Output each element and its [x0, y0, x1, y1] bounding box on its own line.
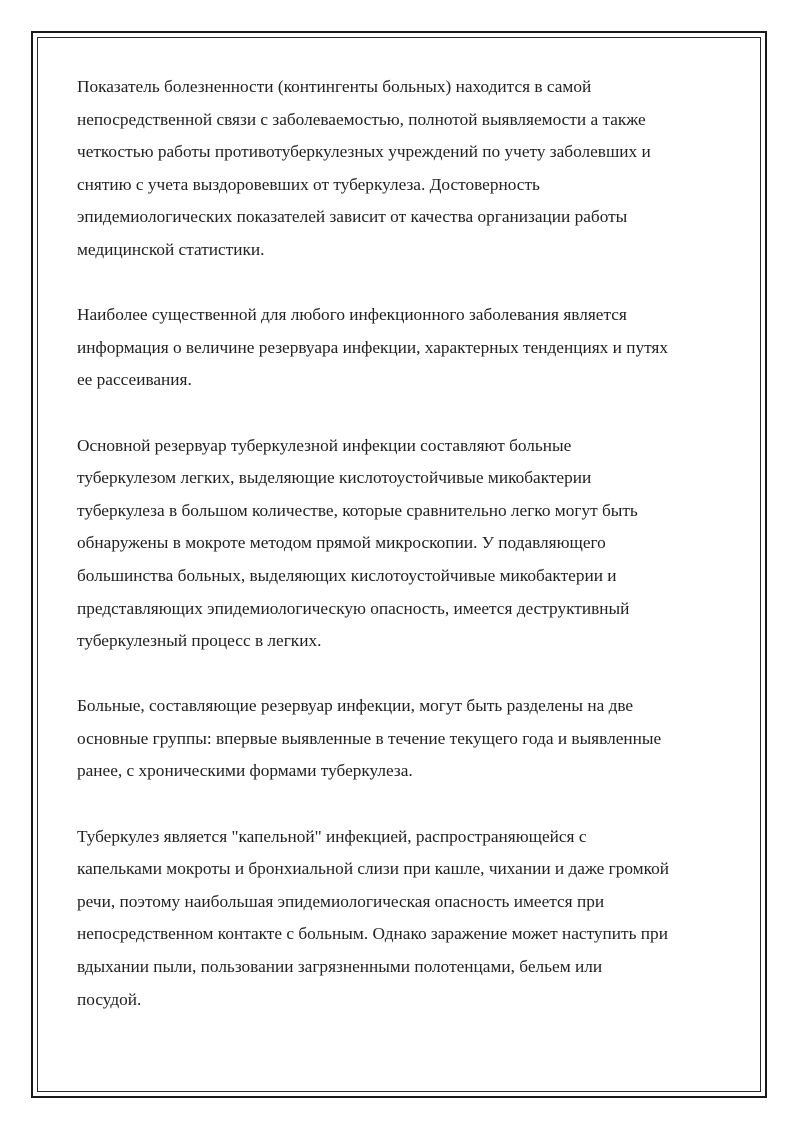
text-line: непосредственной связи с заболеваемостью, полнотой выявляемости а также — [77, 109, 646, 129]
text-line: ее рассеивания. — [77, 370, 192, 390]
text-line: капельками мокроты и бронхиальной слизи при кашле, чихании и даже громкой — [77, 859, 670, 879]
paragraph-morbidity — [77, 71, 737, 267]
text-line: Основной резервуар туберкулезной инфекции составляют больные — [77, 435, 572, 455]
paragraph-reservoir-info — [77, 299, 737, 397]
text-line: Туберкулез является "капельной" инфекцией, распространяющейся с — [77, 826, 587, 846]
paragraph-transmission — [77, 821, 737, 1017]
paragraph-main-reservoir — [77, 430, 737, 658]
text-line: представляющих эпидемиологическую опасность, имеется деструктивный — [77, 598, 630, 618]
paragraph-patient-groups — [77, 690, 737, 788]
document-body — [77, 71, 737, 1049]
text-line: четкостью работы противотуберкулезных учреждений по учету заболевших и — [77, 142, 651, 162]
text-line: ранее, с хроническими формами туберкулеза. — [77, 761, 413, 781]
text-line: туберкулеза в большом количестве, которые сравнительно легко могут быть — [77, 500, 638, 520]
text-line: большинства больных, выделяющих кислотоустойчивые микобактерии и — [77, 565, 617, 585]
text-line: Показатель болезненности (контингенты больных) находится в самой — [77, 77, 592, 96]
page-border — [31, 31, 767, 1098]
text-line: непосредственном контакте с больным. Однако заражение может наступить при — [77, 924, 668, 944]
text-line: основные группы: впервые выявленные в течение текущего года и выявленные — [77, 728, 662, 748]
text-line: информация о величине резервуара инфекции, характерных тенденциях и путях — [77, 337, 668, 357]
text-line: снятию с учета выздоровевших от туберкулеза. Достоверность — [77, 174, 540, 194]
text-line: медицинской статистики. — [77, 239, 265, 259]
text-line: обнаружены в мокроте методом прямой микроскопии. У подавляющего — [77, 533, 606, 553]
text-line: туберкулезный процесс в легких. — [77, 631, 322, 651]
text-line: туберкулезом легких, выделяющие кислотоустойчивые микобактерии — [77, 468, 592, 488]
text-line: посудой. — [77, 989, 142, 1009]
text-line: вдыхании пыли, пользовании загрязненными полотенцами, бельем или — [77, 957, 603, 977]
text-line: эпидемиологических показателей зависит от качества организации работы — [77, 207, 628, 227]
text-line: Больные, составляющие резервуар инфекции, могут быть разделены на две — [77, 696, 634, 716]
text-line: речи, поэтому наибольшая эпидемиологическая опасность имеется при — [77, 891, 605, 911]
text-line: Наиболее существенной для любого инфекционного заболевания является — [77, 305, 627, 325]
